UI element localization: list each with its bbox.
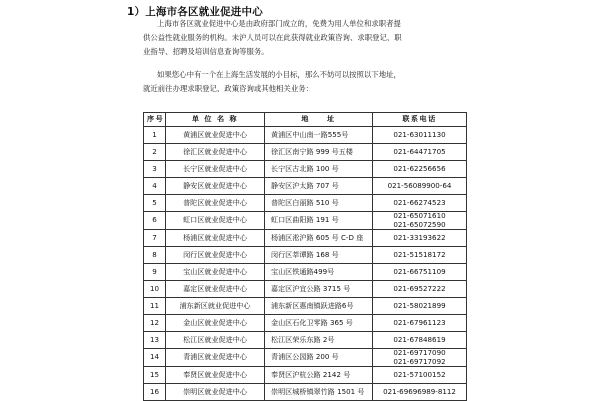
cell-unit-name: 闵行区就业促进中心 [166, 247, 265, 264]
cell-unit-name: 青浦区就业促进中心 [166, 349, 265, 367]
cell-index: 10 [144, 281, 166, 298]
phone-number: 021-66274523 [393, 197, 446, 207]
header-phone: 联系电话 [373, 113, 467, 127]
cell-phone [373, 195, 467, 212]
phone-number: 021-65072590 [393, 219, 446, 229]
cell-address: 崇明区城桥镇翠竹路 1501 号 [265, 384, 373, 401]
table-row [144, 230, 467, 247]
cell-phone [373, 367, 467, 384]
table-row [144, 384, 467, 401]
cell-phone [373, 384, 467, 401]
cell-index: 14 [144, 349, 166, 367]
cell-phone [373, 230, 467, 247]
cell-address: 浦东新区惠南镇跃进路6号 [265, 298, 373, 315]
phone-number: 021-67848619 [393, 334, 446, 344]
cell-address: 虹口区曲阳路 191 号 [265, 212, 373, 230]
cell-address: 徐汇区南宁路 999 号五楼 [265, 144, 373, 161]
cell-index: 2 [144, 144, 166, 161]
cell-index: 11 [144, 298, 166, 315]
header-index: 序号 [144, 113, 166, 127]
cell-unit-name: 崇明区就业促进中心 [166, 384, 265, 401]
cell-address: 金山区石化卫零路 365 号 [265, 315, 373, 332]
cell-unit-name: 金山区就业促进中心 [166, 315, 265, 332]
phone-number: 021-69696989-8112 [383, 387, 456, 397]
cell-address: 奉贤区沪杭公路 2142 号 [265, 367, 373, 384]
cell-index: 9 [144, 264, 166, 281]
cell-address: 松江区荣乐东路 2号 [265, 332, 373, 349]
cell-index: 1 [144, 127, 166, 144]
cell-index: 16 [144, 384, 166, 401]
phone-number: 021-66751109 [393, 266, 446, 276]
header-address: 地 址 [265, 113, 373, 127]
cell-index: 8 [144, 247, 166, 264]
table-row [144, 367, 467, 384]
cell-unit-name: 长宁区就业促进中心 [166, 161, 265, 178]
phone-number: 021-65071610 [393, 211, 446, 220]
phone-number: 021-57100152 [393, 370, 446, 380]
advice-line: 如果您心中有一个在上海生活发展的小目标，那么不妨可以按照以下地址， [157, 70, 401, 79]
cell-phone [373, 247, 467, 264]
cell-address: 静安区沪太路 707 号 [265, 178, 373, 195]
cell-phone [373, 127, 467, 144]
phone-number: 021-69717092 [393, 356, 446, 366]
phone-number: 021-69717090 [393, 348, 446, 358]
cell-phone [373, 298, 467, 315]
intro-line: 上海市各区就业促进中心是由政府部门成立的，免费为用人单位和求职者提 [157, 19, 401, 28]
phone-number: 021-33193622 [393, 232, 446, 242]
table-header-row [144, 113, 467, 127]
phone-number: 021-69527222 [393, 283, 446, 293]
cell-unit-name: 松江区就业促进中心 [166, 332, 265, 349]
table-row [144, 264, 467, 281]
cell-index: 3 [144, 161, 166, 178]
table-row [144, 144, 467, 161]
phone-number: 021-63011130 [393, 129, 446, 139]
cell-unit-name: 徐汇区就业促进中心 [166, 144, 265, 161]
table-row [144, 212, 467, 230]
intro-line: 供公益性就业服务的机构。未沪人员可以在此获得就业政策咨询、求职登记、职 [143, 33, 402, 42]
employment-center-table [143, 112, 467, 401]
cell-unit-name: 虹口区就业促进中心 [166, 212, 265, 230]
cell-unit-name: 静安区就业促进中心 [166, 178, 265, 195]
table-row [144, 178, 467, 195]
cell-unit-name: 浦东新区就业促进中心 [166, 298, 265, 315]
cell-index: 5 [144, 195, 166, 212]
table-row [144, 298, 467, 315]
header-unit-name: 单 位 名 称 [166, 113, 265, 127]
cell-phone [373, 281, 467, 298]
cell-index: 7 [144, 230, 166, 247]
table-row [144, 127, 467, 144]
table-row [144, 161, 467, 178]
cell-address: 青浦区公园路 200 号 [265, 349, 373, 367]
cell-address: 杨浦区淞沪路 605 号 C-D 座 [265, 230, 373, 247]
phone-number: 021-51518172 [393, 249, 446, 259]
cell-unit-name: 宝山区就业促进中心 [166, 264, 265, 281]
cell-index: 12 [144, 315, 166, 332]
phone-number: 021-67961123 [393, 317, 446, 327]
cell-index: 4 [144, 178, 166, 195]
phone-number: 021-58021899 [393, 300, 446, 310]
cell-phone [373, 315, 467, 332]
cell-phone [373, 212, 467, 230]
advice-line: 就近前往办理求职登记、政策咨询或其他相关业务： [143, 84, 313, 93]
cell-address: 闵行区莘谭路 168 号 [265, 247, 373, 264]
cell-phone [373, 264, 467, 281]
table-row [144, 195, 467, 212]
cell-phone [373, 144, 467, 161]
table-row [144, 281, 467, 298]
table-row [144, 349, 467, 367]
section-heading: 1）上海市各区就业促进中心 [127, 6, 263, 18]
cell-phone [373, 332, 467, 349]
cell-unit-name: 黄浦区就业促进中心 [166, 127, 265, 144]
cell-address: 嘉定区沪宜公路 3715 号 [265, 281, 373, 298]
cell-unit-name: 奉贤区就业促进中心 [166, 367, 265, 384]
cell-index: 13 [144, 332, 166, 349]
advice-paragraph [143, 68, 468, 96]
intro-line: 业指导、招聘及培训信息查询等服务。 [143, 47, 269, 56]
cell-address: 宝山区铁通路499号 [265, 264, 373, 281]
cell-phone [373, 161, 467, 178]
table-row [144, 332, 467, 349]
cell-index: 15 [144, 367, 166, 384]
cell-phone [373, 349, 467, 367]
cell-index: 6 [144, 212, 166, 230]
intro-paragraph [143, 17, 468, 59]
cell-address: 黄浦区中山南一路555号 [265, 127, 373, 144]
phone-number: 021-64471705 [393, 146, 446, 156]
cell-unit-name: 嘉定区就业促进中心 [166, 281, 265, 298]
cell-unit-name: 普陀区就业促进中心 [166, 195, 265, 212]
cell-phone [373, 178, 467, 195]
cell-unit-name: 杨浦区就业促进中心 [166, 230, 265, 247]
table-row [144, 315, 467, 332]
table-body [144, 127, 467, 401]
table-row [144, 247, 467, 264]
phone-number: 021-56089900-64 [387, 180, 452, 190]
cell-address: 长宁区古北路 100 号 [265, 161, 373, 178]
cell-address: 普陀区白丽路 510 号 [265, 195, 373, 212]
phone-number: 021-62256656 [393, 163, 446, 173]
